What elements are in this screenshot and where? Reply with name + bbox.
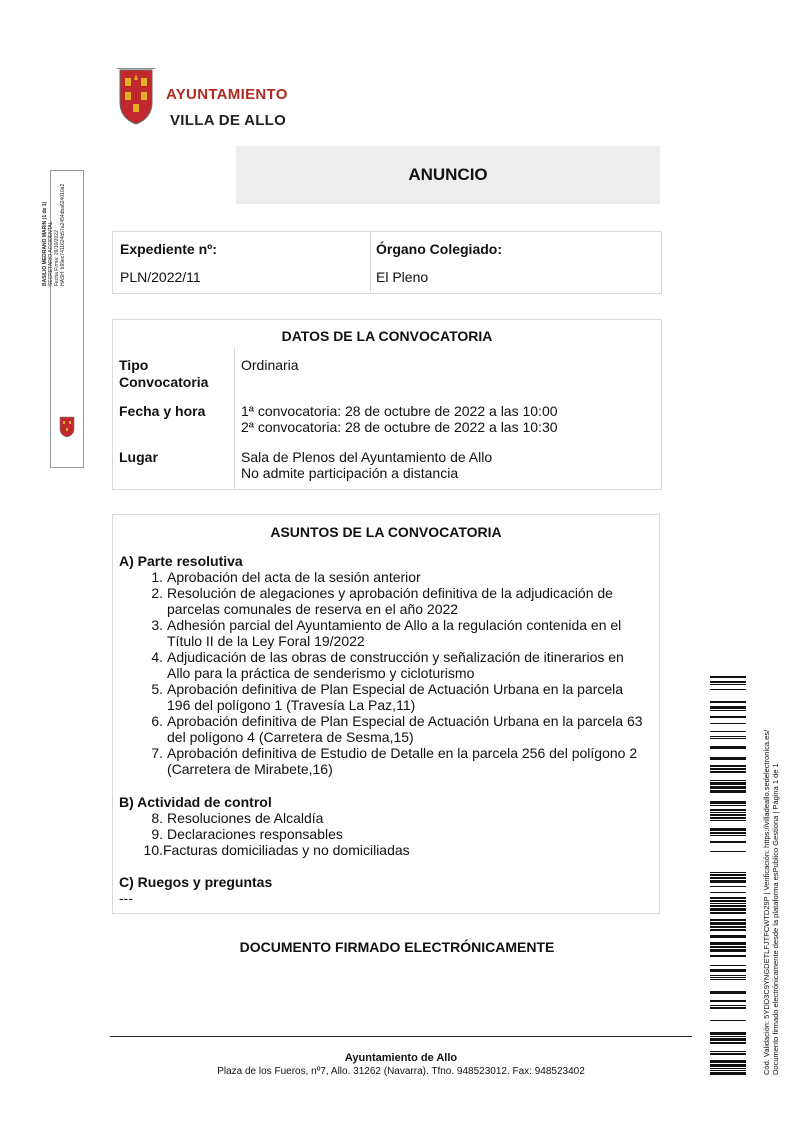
footer-address: Plaza de los Fueros, nº7, Allo. 31262 (Navarra). Tfno. 948523012. Fax: 948523402 xyxy=(217,1066,585,1077)
signer-role: SECRETARIO ACCIDENTAL xyxy=(48,221,54,286)
expediente-value: PLN/2022/11 xyxy=(120,269,201,285)
list-item: 4. Adjudicación de las obras de construcción y señalización de itinerarios en Allo para la práctica de senderismo y cicloturismo xyxy=(151,649,624,681)
signature-text xyxy=(42,183,66,286)
signer-name: BASILIO MEDRANO MARIN (1 de 1) xyxy=(42,201,48,286)
datos-title: DATOS DE LA CONVOCATORIA xyxy=(281,328,493,344)
list-item: 7. Aprobación definitiva de Estudio de Detalle en la parcela 256 del polígono 2 (Carretera de Mirabete,16) xyxy=(151,745,638,777)
asuntos-convocatoria xyxy=(112,514,660,914)
fecha-value: 1ª convocatoria: 28 de octubre de 2022 a las 10:00 2ª convocatoria: 28 de octubre de 2022 a las 10:30 xyxy=(241,403,558,435)
footer-divider xyxy=(110,1036,692,1037)
list-item: 9. Declaraciones responsables xyxy=(151,826,343,842)
signed-notice: DOCUMENTO FIRMADO ELECTRÓNICAMENTE xyxy=(239,939,555,955)
list-item: 6. Aprobación definitiva de Plan Especial de Actuación Urbana en la parcela 63 del polígono 4 (Carretera de Sesma,15) xyxy=(151,713,643,745)
footer-org: Ayuntamiento de Allo xyxy=(344,1052,458,1064)
list-item: 1. Aprobación del acta de la sesión anterior xyxy=(151,569,421,585)
signature-date: Fecha Firma: 26/10/2022 xyxy=(54,230,60,286)
platform-note: Documento firmado electrónicamente desde la plataforma esPublico Gestiona | Página 1 de 1 xyxy=(771,763,780,1075)
datos-convocatoria-table xyxy=(112,319,662,490)
organo-label: Órgano Colegiado: xyxy=(376,241,502,257)
list-item: 5. Aprobación definitiva de Plan Especial de Actuación Urbana en la parcela 196 del polígono 1 (Travesía La Paz,11) xyxy=(151,681,624,713)
fecha-label: Fecha y hora xyxy=(119,403,206,419)
org-name-line2: VILLA DE ALLO xyxy=(170,112,287,129)
tipo-label: Tipo Convocatoria xyxy=(119,357,209,390)
organo-value: El Pleno xyxy=(376,269,429,285)
validation-code: Cód. Validación: 5YDD3C9YNGDETLFJTFCWTD29P | Verificación: https://villadeallo.sedelectronica.es/ xyxy=(762,729,771,1075)
expediente-label: Expediente nº: xyxy=(120,241,217,257)
asuntos-title: ASUNTOS DE LA CONVOCATORIA xyxy=(270,524,502,540)
list-item: 3. Adhesión parcial del Ayuntamiento de Allo a la regulación contenida en el Título II de la Ley Foral 19/2022 xyxy=(151,617,622,649)
list-item: 8. Resoluciones de Alcaldía xyxy=(151,810,324,826)
org-name-line1: AYUNTAMIENTO xyxy=(166,86,288,103)
tipo-value: Ordinaria xyxy=(241,357,299,373)
lugar-label: Lugar xyxy=(119,449,158,465)
signature-hash: HASH: b99ec7411624b57a2454dba624010a2 xyxy=(60,183,66,286)
anuncio-banner xyxy=(236,146,660,204)
lugar-value: Sala de Plenos del Ayuntamiento de Allo No admite participación a distancia xyxy=(241,449,493,481)
small-crest-icon xyxy=(59,416,75,438)
part-c-title: C) Ruegos y preguntas xyxy=(119,874,273,890)
list-item: 2. Resolución de alegaciones y aprobación definitiva de la adjudicación de parcelas comunales de reserva en el año 2022 xyxy=(151,585,613,617)
part-b-title: B) Actividad de control xyxy=(119,794,272,810)
list-item: 10.Facturas domiciliadas y no domiciliadas xyxy=(143,842,410,858)
municipal-crest-icon xyxy=(116,68,156,126)
barcode-text xyxy=(762,715,780,1075)
part-a-title: A) Parte resolutiva xyxy=(119,553,243,569)
expediente-table xyxy=(112,231,662,294)
page-title: ANUNCIO xyxy=(408,165,488,184)
barcode-icon xyxy=(710,676,746,1076)
part-c-value: --- xyxy=(119,890,133,906)
